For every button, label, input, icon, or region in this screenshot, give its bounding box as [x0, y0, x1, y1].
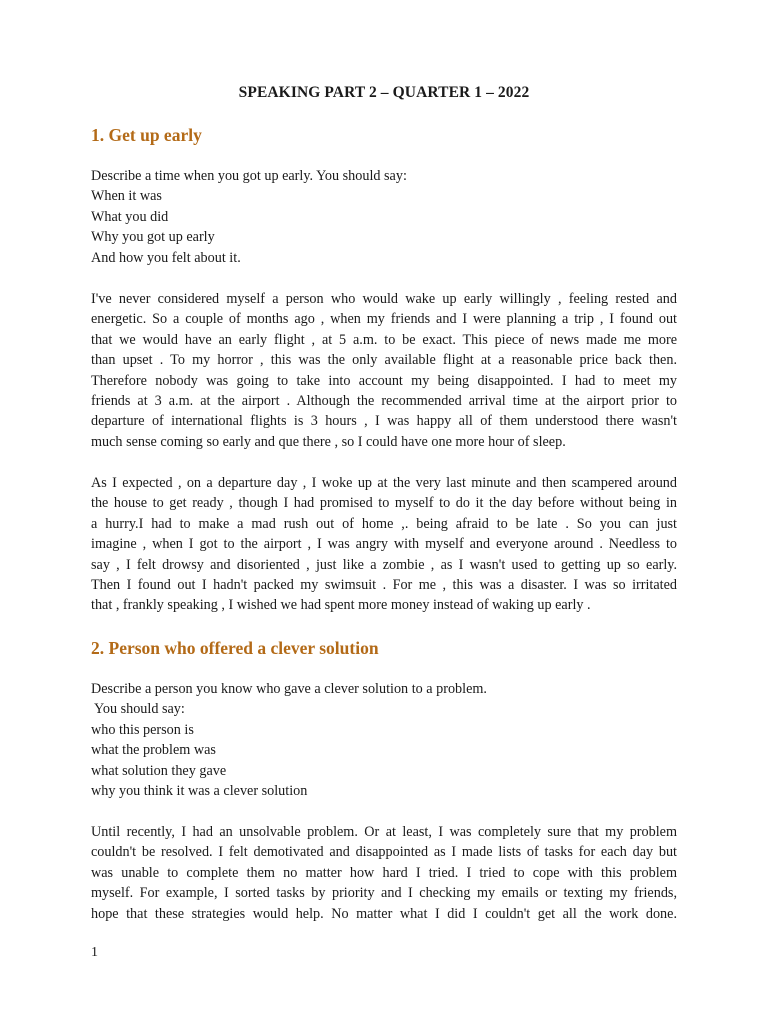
section-2-paragraph-1 [91, 822, 677, 924]
paragraph-line: a hurry.I had to make a mad rush out of home ,. being afraid to be late . So you can just [91, 515, 677, 532]
section-1-paragraph-2 [91, 473, 677, 616]
prompt-line: Describe a person you know who gave a clever solution to a problem. [91, 681, 487, 697]
paragraph-line: Until recently, I had an unsolvable problem. Or at least, I was completely sure that my problem [91, 824, 677, 840]
page-number: 1 [91, 945, 98, 960]
paragraph-line: friends at 3 a.m. at the airport . Although the recommended arrival time at the airport prior to [91, 393, 677, 410]
paragraph-line: say , I felt drowsy and disoriented , just like a zombie , as I wasn't used to getting up so early. [91, 556, 677, 573]
paragraph-line: energetic. So a couple of months ago , when my friends and I were planning a trip , I found out [91, 311, 677, 328]
paragraph-line: that , frankly speaking , I wished we had spent more money instead of waking up early . [91, 597, 591, 614]
prompt-line: You should say: [91, 701, 185, 718]
paragraph-line: I've never considered myself a person who would wake up early willingly , feeling rested and [91, 291, 677, 307]
prompt-line: why you think it was a clever solution [91, 783, 308, 800]
paragraph-line: departure of international flights is 3 hours , I was happy all of them understood there wasn't [91, 413, 677, 430]
section-2-prompt [91, 679, 681, 801]
paragraph-line: As I expected , on a departure day , I woke up at the very last minute and then scampered around [91, 475, 677, 491]
section-heading-get-up-early: 1. Get up early [91, 125, 202, 145]
paragraph-line: than upset . To my horror , this was the only available flight at a reasonable price back then. [91, 352, 677, 369]
paragraph-line: imagine , when I got to the airport , I was angry with myself and everyone around . Needless to [91, 536, 677, 553]
paragraph-line: couldn't be resolved. I felt demotivated and disappointed as I made lists of tasks for each day but [91, 844, 677, 861]
paragraph-line: much sense coming so early and que there , so I could have one more hour of sleep. [91, 433, 566, 450]
prompt-line: Why you got up early [91, 229, 215, 246]
paragraph-line: myself. For example, I sorted tasks by priority and I checking my emails or texting my friends, [91, 885, 677, 902]
prompt-line: What you did [91, 208, 169, 225]
paragraph-line: Therefore nobody was going to take into account my being disappointed. I had to meet my [91, 372, 677, 389]
prompt-line: what solution they gave [91, 762, 227, 779]
prompt-line: what the problem was [91, 742, 216, 759]
section-heading-clever-solution: 2. Person who offered a clever solution [91, 638, 379, 658]
prompt-line: And how you felt about it. [91, 249, 241, 266]
document-title: SPEAKING PART 2 – QUARTER 1 – 2022 [238, 84, 530, 101]
paragraph-line: was unable to complete them no matter how hard I tried. I tried to cope with this problem [91, 864, 677, 881]
section-1-prompt [91, 166, 681, 268]
paragraph-line: Then I found out I hadn't packed my swimsuit . For me , this was a disaster. I was so irritated [91, 577, 677, 594]
paragraph-line: hope that these strategies would help. No matter what I did I couldn't get all the work done. [91, 905, 677, 922]
prompt-line: Describe a time when you got up early. You should say: [91, 168, 407, 184]
paragraph-line: the house to get ready , though I had promised to myself to do it the day before without being in [91, 495, 677, 512]
prompt-line: When it was [91, 188, 162, 205]
prompt-line: who this person is [91, 721, 194, 738]
paragraph-line: that we would have an early flight , at 5 a.m. to be exact. This piece of news made me more [91, 331, 677, 348]
section-1-paragraph-1 [91, 289, 677, 452]
